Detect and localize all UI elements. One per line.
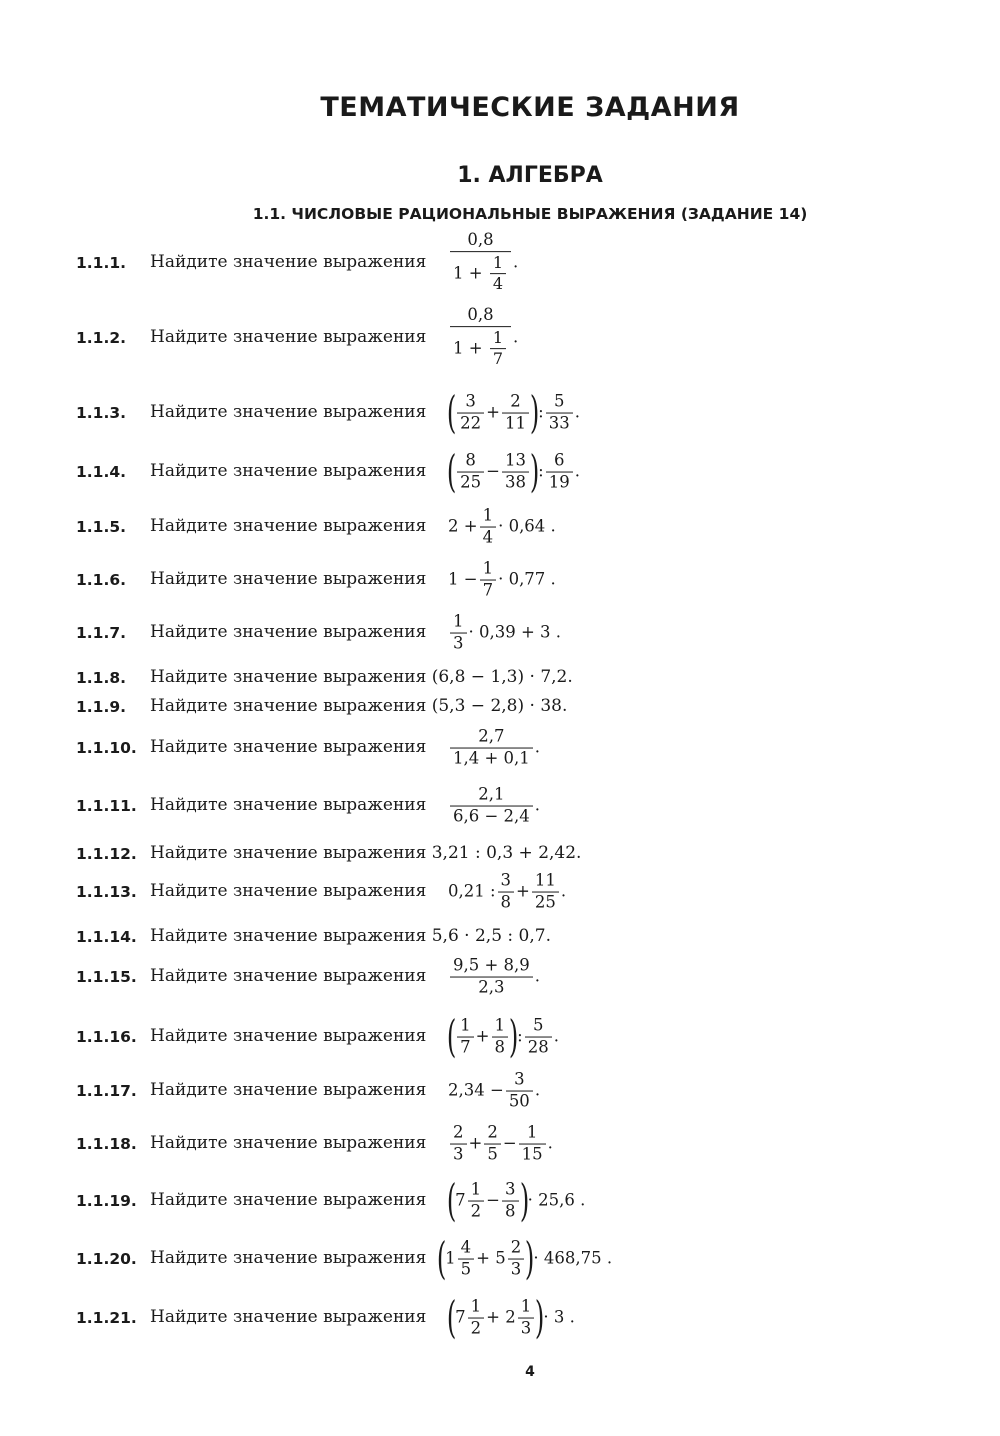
task-expression: $\frac{9,5 + 8,9}{2,3}$ . <box>448 956 540 999</box>
task-number: 1.1.12. <box>76 845 137 863</box>
task-number: 1.1.17. <box>76 1082 137 1100</box>
task-expression: $\frac{2,7}{1,4 + 0,1}$ . <box>448 727 540 770</box>
task-number: 1.1.13. <box>76 883 137 901</box>
task-expression: $\frac{2,1}{6,6 - 2,4}$ . <box>448 785 540 828</box>
task-expression: ( $\frac{3}{22}$ + $\frac{2}{11}$ ): $\frac{5}{33}$ . <box>446 387 580 439</box>
task-number: 1.1.6. <box>76 571 127 589</box>
task-number: 1.1.2. <box>76 329 127 347</box>
task-text: Найдите значение выражения <box>150 795 427 815</box>
task-text: Найдите значение выражения <box>150 1190 427 1210</box>
task-text: Найдите значение выражения <box>150 737 427 757</box>
task-expression: 0,8 1 + $\frac{1}{4}$ . <box>448 230 518 296</box>
task-text: Найдите значение выражения <box>150 252 427 272</box>
section-title: 1. АЛГЕБРА <box>457 163 603 188</box>
task-number: 1.1.10. <box>76 739 137 757</box>
task-number: 1.1.16. <box>76 1028 137 1046</box>
task-expression: ( $\frac{1}{7}$ + $\frac{1}{8}$ ): $\frac{5}{28}$ . <box>446 1011 559 1063</box>
task-number: 1.1.11. <box>76 797 137 815</box>
task-expression: 2 + $\frac{1}{4}$ · 0,64 . <box>448 505 556 547</box>
subsection-title: 1.1. ЧИСЛОВЫЕ РАЦИОНАЛЬНЫЕ ВЫРАЖЕНИЯ (ЗАДАНИЕ 14) <box>252 205 808 223</box>
task-number: 1.1.8. <box>76 669 127 687</box>
task-number: 1.1.3. <box>76 404 127 422</box>
task-expression: 3,21 : 0,3 + 2,42. <box>431 843 582 863</box>
task-text: Найдите значение выражения <box>150 569 427 589</box>
task-expression: $\frac{2}{3}$ + $\frac{2}{5}$ − $\frac{1}{15}$ . <box>448 1123 553 1166</box>
task-number: 1.1.14. <box>76 928 137 946</box>
task-text: Найдите значение выражения <box>150 881 427 901</box>
task-expression: 1 − $\frac{1}{7}$ · 0,77 . <box>448 558 556 600</box>
task-number: 1.1.15. <box>76 968 137 986</box>
denominator: 1 + $\frac{1}{4}$ <box>450 251 511 296</box>
task-expression: (7 $\frac{1}{2}$ + 2 $\frac{1}{3}$ )· 3 . <box>446 1292 575 1344</box>
task-text: Найдите значение выражения <box>150 1026 427 1046</box>
task-text: Найдите значение выражения (5,3 − 2,8) · 38. <box>150 696 568 716</box>
numerator: 0,8 <box>467 305 494 325</box>
task-text: Найдите значение выражения <box>150 1248 427 1268</box>
task-text: Найдите значение выражения <box>150 1307 427 1327</box>
task-number: 1.1.19. <box>76 1192 137 1210</box>
task-expression: (7 $\frac{1}{2}$ − $\frac{3}{8}$ )· 25,6 . <box>446 1175 586 1227</box>
task-number: 1.1.18. <box>76 1135 137 1153</box>
numerator: 0,8 <box>467 230 494 250</box>
task-text: Найдите значение выражения 3,21 : 0,3 + 2,42. <box>150 843 582 863</box>
task-number: 1.1.5. <box>76 518 127 536</box>
task-text: Найдите значение выражения <box>150 1133 427 1153</box>
task-text: Найдите значение выражения 5,6 · 2,5 : 0,7. <box>150 926 551 946</box>
task-expression: (1 $\frac{4}{5}$ + 5 $\frac{2}{3}$ )· 468,75 . <box>436 1233 613 1285</box>
task-text: Найдите значение выражения (6,8 − 1,3) · 7,2. <box>150 667 573 687</box>
task-text: Найдите значение выражения <box>150 1080 427 1100</box>
task-expression: 5,6 · 2,5 : 0,7. <box>431 926 551 946</box>
task-expression: 0,8 1 + $\frac{1}{7}$ . <box>448 305 518 371</box>
task-text: Найдите значение выражения <box>150 966 427 986</box>
denominator: 1 + $\frac{1}{7}$ <box>450 326 511 371</box>
task-number: 1.1.21. <box>76 1309 137 1327</box>
task-text: Найдите значение выражения <box>150 461 427 481</box>
task-number: 1.1.4. <box>76 463 127 481</box>
task-text: Найдите значение выражения <box>150 622 427 642</box>
task-text: Найдите значение выражения <box>150 516 427 536</box>
task-number: 1.1.1. <box>76 254 127 272</box>
task-number: 1.1.9. <box>76 698 127 716</box>
page-heading: ТЕМАТИЧЕСКИЕ ЗАДАНИЯ <box>320 92 740 123</box>
task-expression: ( $\frac{8}{25}$ − $\frac{13}{38}$ ): $\frac{6}{19}$ . <box>446 446 580 498</box>
task-number: 1.1.7. <box>76 624 127 642</box>
page-number: 4 <box>525 1364 535 1380</box>
task-expression: 0,21 : $\frac{3}{8}$ + $\frac{11}{25}$ . <box>448 870 567 912</box>
task-text: Найдите значение выражения <box>150 402 427 422</box>
task-text: Найдите значение выражения <box>150 327 427 347</box>
task-expression: (6,8 − 1,3) · 7,2. <box>431 667 573 687</box>
task-expression: (5,3 − 2,8) · 38. <box>431 696 568 716</box>
task-expression: 2,34 − $\frac{3}{50}$ . <box>448 1069 541 1111</box>
task-number: 1.1.20. <box>76 1250 137 1268</box>
task-expression: $\frac{1}{3}$ · 0,39 + 3 . <box>448 612 561 655</box>
